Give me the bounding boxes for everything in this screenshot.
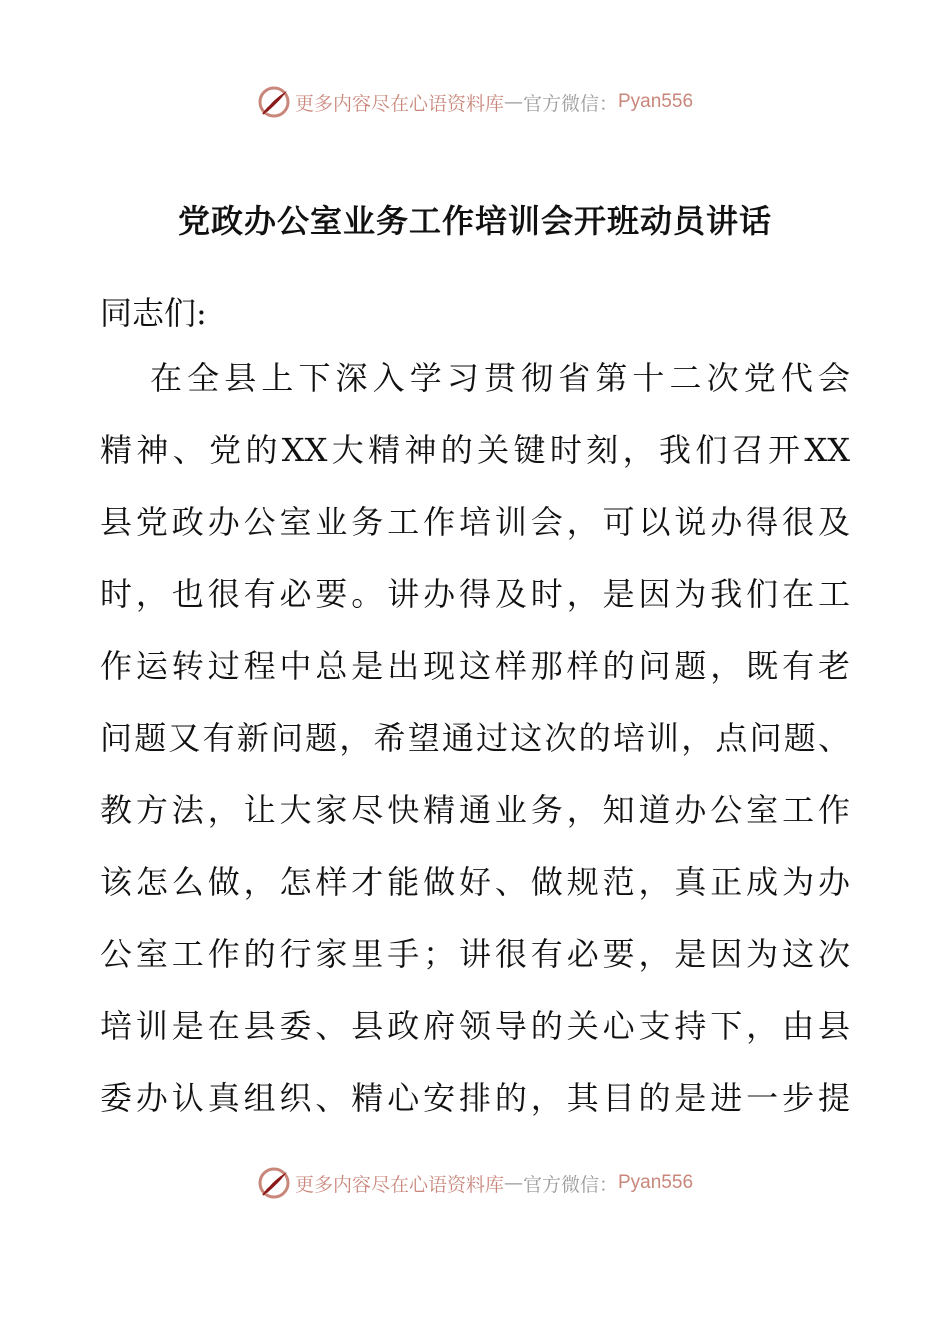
- salutation: 同志们:: [100, 294, 207, 332]
- footer-banner-content: [257, 1166, 693, 1200]
- body-text: [100, 356, 860, 1148]
- body-line: 在全县上下深入学习贯彻省第十二次党代会: [150, 359, 850, 397]
- banner-wechat-label: 官方微信：: [522, 1173, 618, 1196]
- body-line: 精神、党的XX大精神的关键时刻，我们召开XX: [100, 431, 850, 469]
- body-line: 时，也很有必要。讲办得及时，是因为我们在工: [100, 575, 850, 613]
- banner-wechat-id: Pyan556: [618, 1172, 694, 1193]
- quill-logo-icon: [257, 85, 291, 119]
- banner-dash: —: [503, 91, 523, 113]
- footer-banner: [0, 1163, 950, 1203]
- banner-main-text: 更多内容尽在心语资料库: [294, 1173, 504, 1196]
- document-title: 党政办公室业务工作培训会开班动员讲话: [177, 202, 772, 240]
- body-line: 县党政办公室业务工作培训会，可以说办得很及: [100, 503, 850, 541]
- body-line: 培训是在县委、县政府领导的关心支持下，由县: [100, 1007, 850, 1045]
- banner-wechat-label: 官方微信：: [522, 92, 618, 115]
- body-line: 该怎么做，怎样才能做好、做规范，真正成为办: [100, 863, 850, 901]
- body-line: 问题又有新问题，希望通过这次的培训，点问题、: [100, 719, 850, 757]
- body-line: 作运转过程中总是出现这样那样的问题，既有老: [100, 647, 850, 685]
- banner-wechat-id: Pyan556: [618, 91, 694, 112]
- header-banner-content: [257, 85, 693, 119]
- body-line: 委办认真组织、精心安排的，其目的是进一步提: [100, 1079, 850, 1117]
- banner-main-text: 更多内容尽在心语资料库: [294, 92, 504, 115]
- quill-logo-icon: [257, 1166, 291, 1200]
- banner-dash: —: [503, 1172, 523, 1194]
- body-line: 公室工作的行家里手；讲很有必要，是因为这次: [100, 935, 850, 973]
- body-line: 教方法，让大家尽快精通业务，知道办公室工作: [100, 791, 850, 829]
- header-banner: [0, 82, 950, 122]
